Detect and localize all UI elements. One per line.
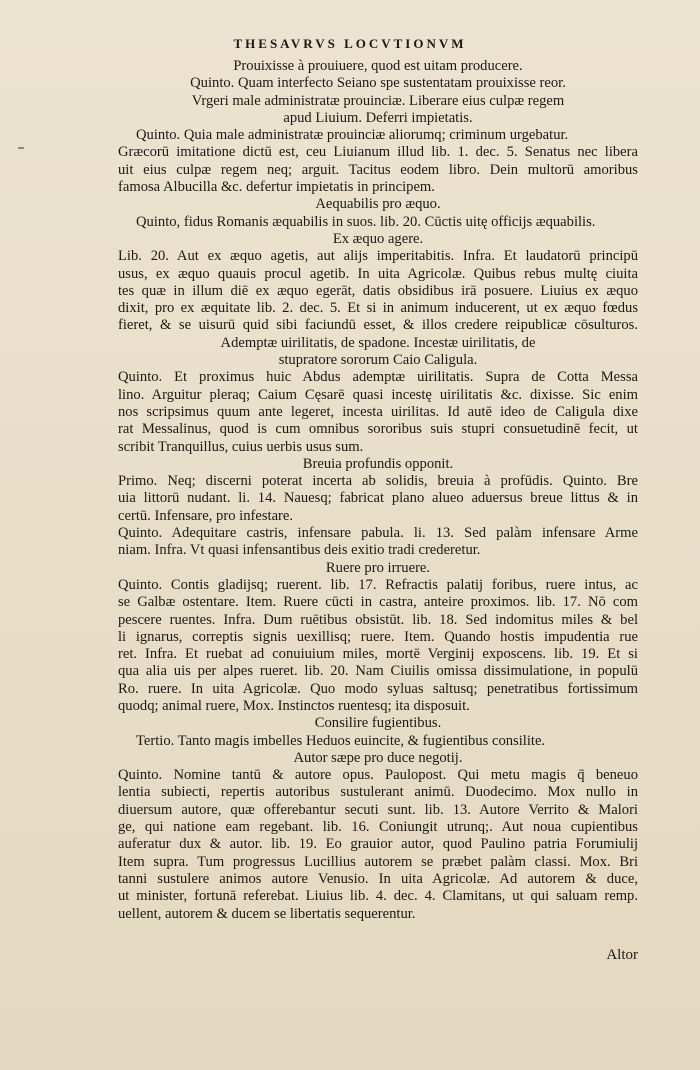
text-line: ge, qui natione eam regebant. lib. 16. Coniungit utrunq;. Aut noua cupientibus (118, 819, 638, 836)
text-line: lino. Arguitur pleraq; Caium Cęsarē quasi incestę uirilitatis &c. dixisse. Sic enim (118, 386, 638, 403)
text-line: Quinto. Contis gladijsq; ruerent. lib. 17. Refractis palatij foribus, ruere intus, ac (118, 576, 638, 593)
text-line: Tertio. Tanto magis imbelles Heduos euincite, & fugientibus consilite. (136, 732, 546, 749)
catchword: Altor (606, 947, 638, 963)
text-line: auferatur dux & autor. lib. 19. Eo grauior autor, quod Paulino patria Forumiulij (118, 836, 638, 853)
text-line: usus, ex æquo quauis procul agetib. In uita Agricolæ. Quibus rebus multę ciuita (118, 265, 638, 282)
text-line: stupratore sororum Caio Caligula. (278, 352, 478, 369)
text-line: dixit, pro ex æquitate lib. 2. dec. 5. Et si in animum inducerent, ut ex æquo fœdus (118, 300, 638, 317)
text-line: li ignarus, correptis signis uexillisq; ruere. Item. Quando hostis impudentia rue (118, 628, 638, 645)
text-line: uellent, autorem & ducem se libertatis sequerentur. (118, 905, 416, 922)
text-line: fieret, & se uisurū quid sibi faciundū esset, & illos credere reipublicæ cōsulturos. (118, 317, 638, 334)
text-line: apud Liuium. Deferri impietatis. (283, 109, 473, 126)
text-line: Quinto, fidus Romanis æquabilis in suos. lib. 20. Cūctis uitę officijs æquabilis. (136, 213, 596, 230)
text-line: ut minister, fortunā referebat. Liuius lib. 4. dec. 4. Clamitans, ut qui saluam remp. (118, 888, 638, 905)
margin-mark (18, 147, 24, 149)
text-line: Quinto. Adequitare castris, infensare pabula. li. 13. Sed palàm infensare Arme (118, 525, 638, 542)
text-line: se Galbæ ostentare. Item. Ruere cūcti in castra, anteire proximos. lib. 17. Nō com (118, 594, 638, 611)
text-line: Item supra. Tum progressus Lucillius autorem se præbet palàm classi. Mox. Bri (118, 853, 638, 870)
text-line: pescere ruentes. Infra. Dum ruētibus obsistūt. lib. 18. Sed indomitus miles & bel (118, 611, 638, 628)
text-line: certū. Infensare, pro infestare. (118, 507, 294, 524)
text-line: Ruere pro irruere. (325, 559, 431, 576)
text-line: scribit Tranquillus, cuius uerbis usus sum. (118, 438, 364, 455)
text-line: Quinto. Quam interfecto Seiano spe sustentatam prouixisse reor. (190, 75, 566, 92)
text-line: qua alia uis per alpes rueret. lib. 20. Nam Ciuilis omissa dissimulatione, in populū (118, 663, 638, 680)
text-line: Aequabilis pro æquo. (315, 196, 441, 213)
text-line: Primo. Neq; discerni poterat incerta ab solidis, breuia à profūdis. Quinto. Bre (118, 473, 638, 490)
text-line: uia littorū nudant. li. 14. Nauesq; fabricat plano alueo aduersus breue littus & in (118, 490, 638, 507)
text-line: niam. Infra. Vt quasi infensantibus deis exitio tradi crederetur. (118, 542, 481, 559)
text-line: lentia subiecti, repertis autoribus sustulerant animū. Duodecimo. Mox nullo in (118, 784, 638, 801)
text-line: ret. Infra. Et ruebat ad conuiuium miles, mortē Verginij exposcens. lib. 19. Et si (118, 646, 638, 663)
text-line: Græcorū imitatione dictū est, ceu Liuianum illud lib. 1. dec. 5. Senatus nec libera (118, 144, 638, 161)
text-line: Ademptæ uirilitatis, de spadone. Incestæ uirilitatis, de (220, 334, 536, 351)
running-head: THESAVRVS LOCVTIONVM (233, 36, 467, 51)
text-line: Prouixisse à prouiuere, quod est uitam producere. (233, 58, 523, 74)
text-line: quodq; animal ruere, Mox. Instinctos ruentesq; ita disposuit. (118, 697, 470, 714)
text-block (118, 58, 638, 923)
text-line: nos scripsimus quum ante legeret, incesta uirilitas. Id autē ideo de Caligula dixe (118, 403, 638, 420)
text-line: Lib. 20. Aut ex æquo agetis, aut alijs imperitabitis. Infra. Et laudatorū principū (118, 248, 638, 265)
text-line: Vrgeri male administratæ prouinciæ. Liberare eius culpæ regem (191, 92, 565, 109)
text-line: Ro. ruere. In uita Agricolæ. Quo modo syluas saltusq; penetratibus fortissimum (118, 680, 638, 697)
text-line: tanni sustulere animos autore Venusio. In uita Agricolæ. Ad autorem & duce, (118, 870, 638, 887)
text-line: Consilire fugientibus. (314, 715, 442, 732)
text-line: rat Messalinus, quod is cum omnibus sororibus suis stupri consuetudinē fecit, ut (118, 421, 638, 438)
text-line: Autor sæpe pro duce negotij. (293, 749, 463, 766)
text-line: tes quæ in illum diē ex æquo egerāt, datis obsidibus irā posuere. Liuius ex æquo (118, 282, 638, 299)
text-line: diuersum autore, quæ offerebantur secuti sunt. lib. 13. Autore Verrito & Malori (118, 801, 638, 818)
text-line: Quinto. Et proximus huic Abdus ademptæ uirilitatis. Supra de Cotta Messa (118, 369, 638, 386)
text-line: Ex æquo agere. (332, 230, 424, 247)
text-line: famosa Albucilla &c. defertur impietatis in principem. (118, 179, 435, 196)
text-line: uit eius culpæ regem neq; arguit. Tacitus eodem libro. Dein multorū amoribus (118, 161, 638, 178)
text-line: Quinto. Quia male administratæ prouinciæ aliorumq; criminum urgebatur. (136, 127, 569, 144)
text-line: Breuia profundis opponit. (302, 455, 454, 472)
text-line: Quinto. Nomine tantū & autore opus. Paulopost. Qui metu magis q̄ beneuo (118, 767, 638, 784)
